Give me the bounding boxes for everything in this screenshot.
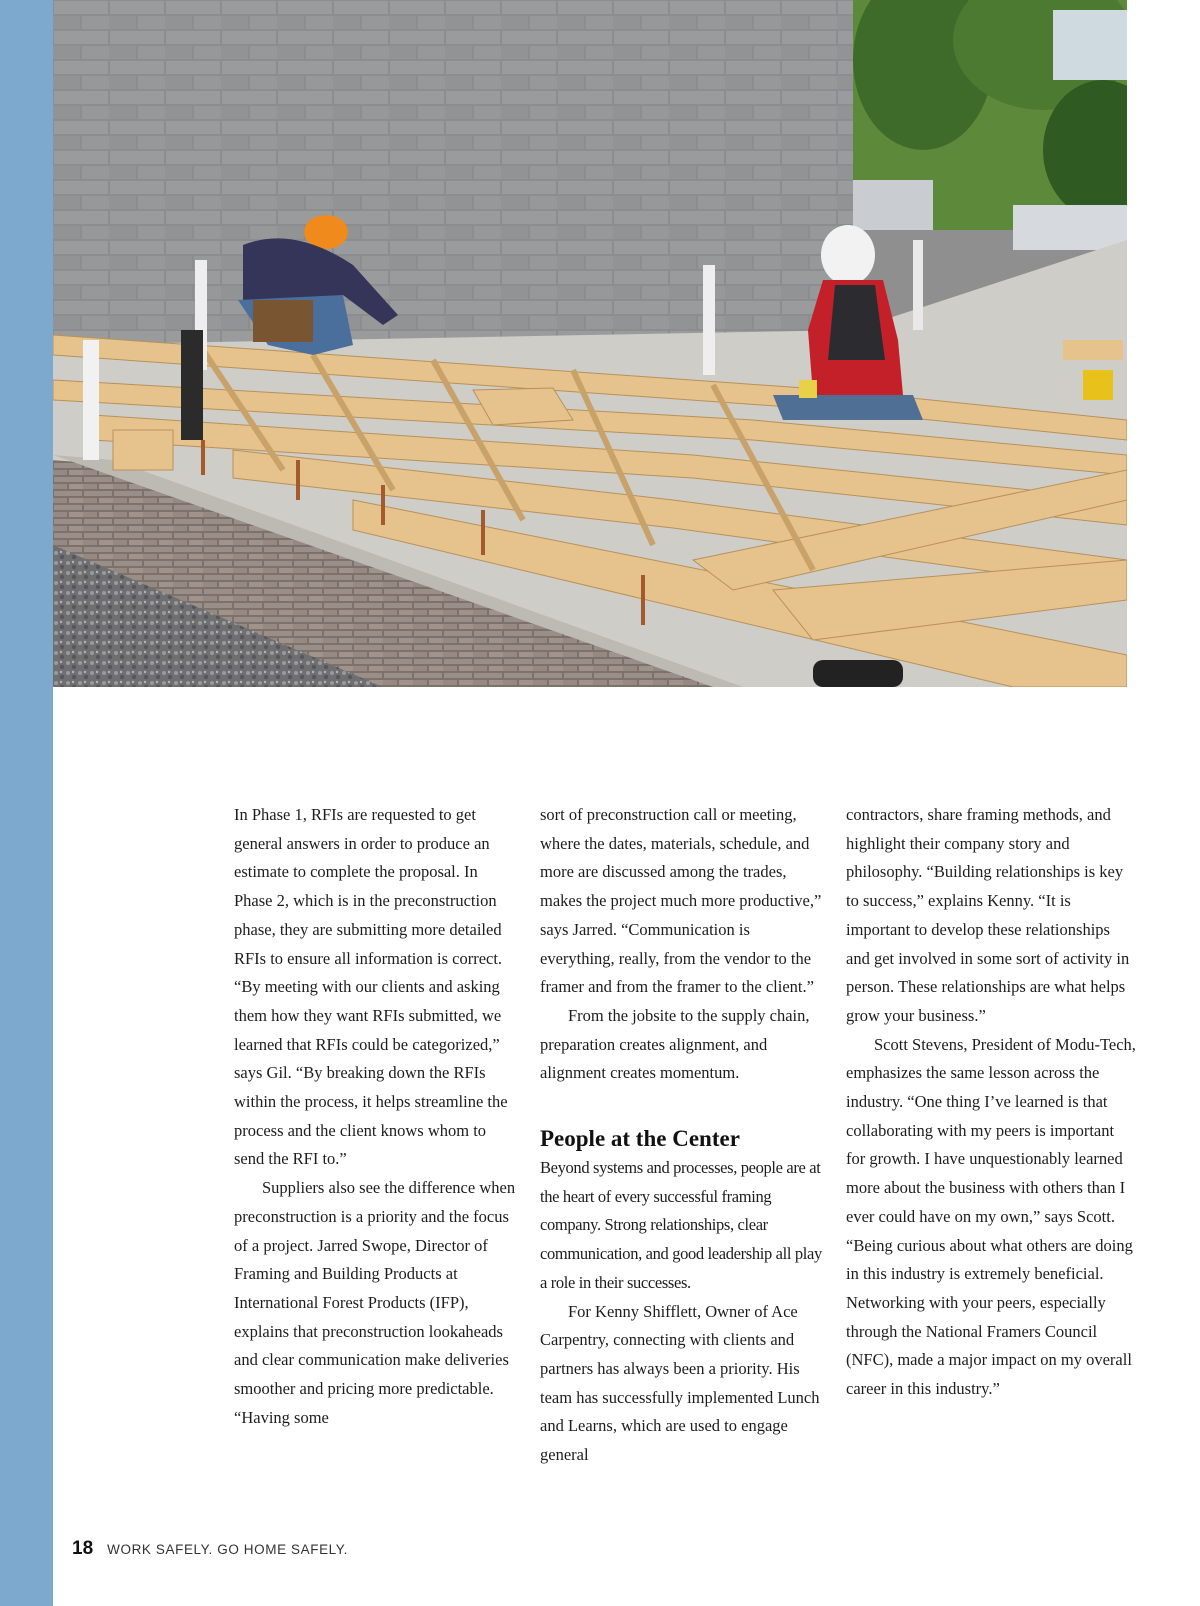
- lead-paragraph: Beyond systems and processes, people are at the heart of every successful framing company. Strong relationships, clear communication, and good leadership all play a role in their successes.: [540, 1158, 822, 1292]
- body-paragraph: From the jobsite to the supply chain, preparation creates alignment, and alignment creates momentum.: [540, 1005, 810, 1083]
- body-paragraph: sort of preconstruction call or meeting, where the dates, materials, schedule, and more are discussed among the trades, makes the project much more productive,” says Jarred. “Communication is everything, really, from the vendor to the framer and from the framer to the client.”: [540, 805, 822, 997]
- side-color-bar: [0, 0, 53, 1606]
- body-paragraph: Scott Stevens, President of Modu-Tech, emphasizes the same lesson across the industry. “One thing I’ve learned is that collaborating with my peers is important for growth. I have unquestionably learned more about the business with others than I ever could have on my own,” says Scott. “Being curious about what others are doing in this industry is extremely beneficial. Networking with your peers, especially through the National Framers Council (NFC), made a major impact on my overall career in this industry.”: [846, 1034, 1136, 1399]
- column-3: [846, 801, 1136, 1470]
- article-columns: [234, 801, 1134, 1470]
- page-number: 18: [72, 1538, 94, 1559]
- body-paragraph: For Kenny Shifflett, Owner of Ace Carpentry, connecting with clients and partners has always been a priority. His team has successfully implemented Lunch and Learns, which are used to engage general: [540, 1301, 820, 1465]
- body-paragraph: Suppliers also see the difference when preconstruction is a priority and the focus of a project. Jarred Swope, Director of Framing and Building Products at International Forest Products (IFP), explains that preconstruction lookaheads and clear communication make deliveries smoother and pricing more predictable. “Having some: [234, 1178, 516, 1427]
- body-paragraph: In Phase 1, RFIs are requested to get general answers in order to produce an estimate to complete the proposal. In Phase 2, which is in the preconstruction phase, they are submitting more detailed RFIs to ensure all information is correct. “By meeting with our clients and asking them how they want RFIs submitted, we learned that RFIs could be categorized,” says Gil. “By breaking down the RFIs within the process, it helps streamline the process and the client knows whom to send the RFI to.”: [234, 805, 508, 1169]
- footer-tagline: WORK SAFELY. GO HOME SAFELY.: [107, 1542, 349, 1557]
- column-2: [540, 801, 822, 1470]
- column-1: [234, 801, 516, 1470]
- construction-photo: [53, 0, 1127, 687]
- photo-illustration: [53, 0, 1127, 687]
- page-footer: [72, 1538, 348, 1560]
- body-paragraph: contractors, share framing methods, and highlight their company story and philosophy. “Building relationships is key to success,” explains Kenny. “It is important to develop these relationships and get involved in some sort of activity in person. These relationships are what helps grow your business.”: [846, 805, 1130, 1025]
- section-heading: People at the Center: [540, 1126, 740, 1152]
